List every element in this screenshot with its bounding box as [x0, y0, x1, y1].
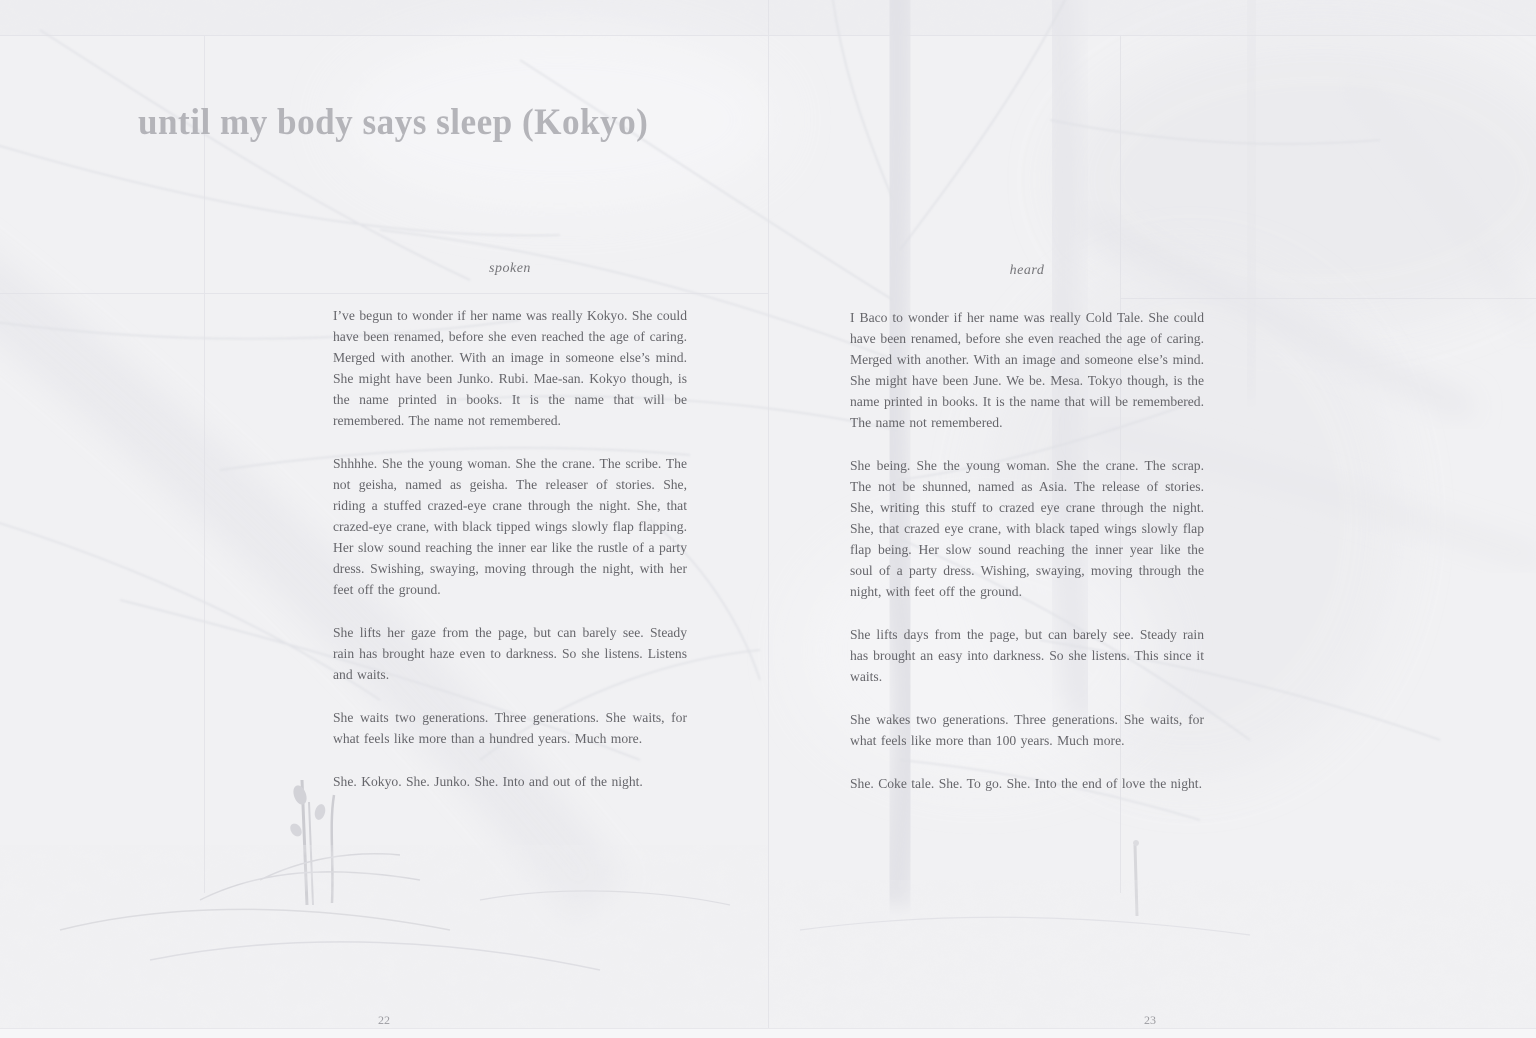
poem-paragraph: I Baco to wonder if her name was really Cold Tale. She could have been renamed, before she even reached the age of caring. Merged with another. With an image and someone else’s mind. She might have been June. We be. Mesa. Tokyo though, is the name printed in books. It is the name that will be remembered. The name not remembered.: [850, 310, 1204, 430]
poem-paragraph: She being. She the young woman. She the crane. The scrap. The not be shunned, named as Asia. The release of stories. She, writing this stuff to crazed eye crane through the night. She, that crazed eye crane, with black taped wings slowly flap flap being. Her slow sound reaching the inner year like the soul of a party dress. Wishing, swaying, moving through the night, with feet off the ground.: [850, 458, 1204, 599]
left-page-column: [333, 262, 687, 792]
page-number-right: 23: [1144, 1013, 1156, 1027]
bottom-edge-strip: [0, 1029, 1536, 1038]
poem-paragraph: Shhhhe. She the young woman. She the crane. The scribe. The not geisha, named as geisha. The releaser of stories. She, riding a stuffed crazed-eye crane through the night. She, that crazed-eye crane, with black tipped wings slowly flap flapping. Her slow sound reaching the inner ear like the rustle of a party dress. Swishing, swaying, moving through the night, with her feet off the ground.: [333, 456, 687, 597]
poem-paragraph: She wakes two generations. Three generations. She waits, for what feels like more than 100 years. Much more.: [850, 712, 1204, 748]
poem-paragraph: She lifts days from the page, but can barely see. Steady rain has brought an easy into darkness. So she listens. This since it waits.: [850, 627, 1204, 684]
column-label-heard: heard: [1009, 263, 1045, 278]
poem-paragraph: She lifts her gaze from the page, but can barely see. Steady rain has brought haze even to darkness. So she listens. Listens and waits.: [333, 625, 687, 682]
column-label-spoken: spoken: [489, 261, 531, 276]
poem-paragraph: She. Kokyo. She. Junko. She. Into and out of the night.: [333, 774, 643, 789]
page-title: until my body says sleep (Kokyo): [138, 102, 649, 143]
right-page-column: [850, 264, 1204, 794]
poem-paragraph: I’ve begun to wonder if her name was really Kokyo. She could have been renamed, before she even reached the age of caring. Merged with another. With an image in someone else’s mind. She might have been Junko. Rubi. Mae-san. Kokyo though, is the name printed in books. It is the name that will be remembered. The name not remembered.: [333, 308, 687, 428]
poem-paragraph: She. Coke tale. She. To go. She. Into the end of love the night.: [850, 776, 1202, 791]
poem-paragraph: She waits two generations. Three generations. She waits, for what feels like more than a hundred years. Much more.: [333, 710, 687, 746]
page-number-left: 22: [378, 1013, 390, 1027]
